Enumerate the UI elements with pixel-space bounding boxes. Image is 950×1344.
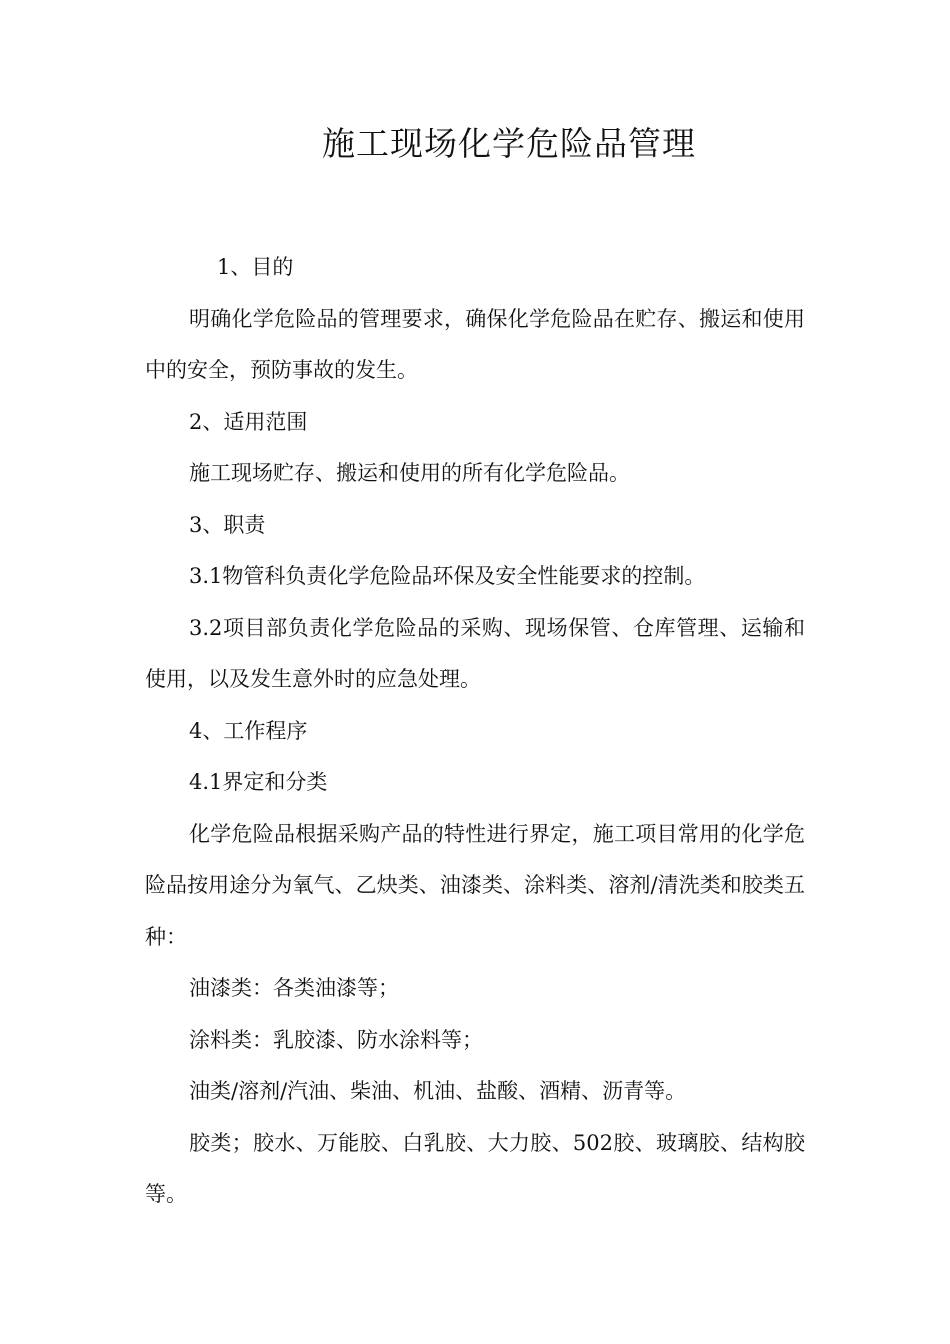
list-item-paint: 油漆类：各类油漆等； [189,976,399,1000]
paragraph-responsibility-3-1: 3.1物管科负责化学危险品环保及安全性能要求的控制。 [189,564,706,588]
list-item-coating: 涂料类：乳胶漆、防水涂料等； [189,1027,483,1052]
list-item-oil-solvent: 油类/溶剂/汽油、柴油、机油、盐酸、酒精、沥青等。 [189,1079,687,1103]
list-item-glue: 胶类；胶水、万能胶、白乳胶、大力胶、502胶、玻璃胶、结构胶等。 [145,1130,805,1206]
document-title: 施工现场化学危险品管理 [322,124,696,163]
subsection-heading-4-1: 4.1界定和分类 [189,770,328,794]
section-heading-purpose: 1、目的 [217,255,294,279]
paragraph-responsibility-3-2: 3.2项目部负责化学危险品的采购、现场保管、仓库管理、运输和使用，以及发生意外时的应急处理。 [145,615,805,691]
section-heading-scope: 2、适用范围 [189,409,308,434]
section-heading-procedure: 4、工作程序 [189,718,308,743]
document-body [145,242,805,1221]
paragraph-purpose: 明确化学危险品的管理要求，确保化学危险品在贮存、搬运和使用中的安全，预防事故的发生。 [145,306,805,382]
paragraph-classification: 化学危险品根据采购产品的特性进行界定，施工项目常用的化学危险品按用途分为氧气、乙炔类、油漆类、涂料类、溶剂/清洗类和胶类五种： [145,821,805,949]
section-heading-responsibilities: 3、职责 [189,512,266,537]
paragraph-scope: 施工现场贮存、搬运和使用的所有化学危险品。 [189,461,630,485]
